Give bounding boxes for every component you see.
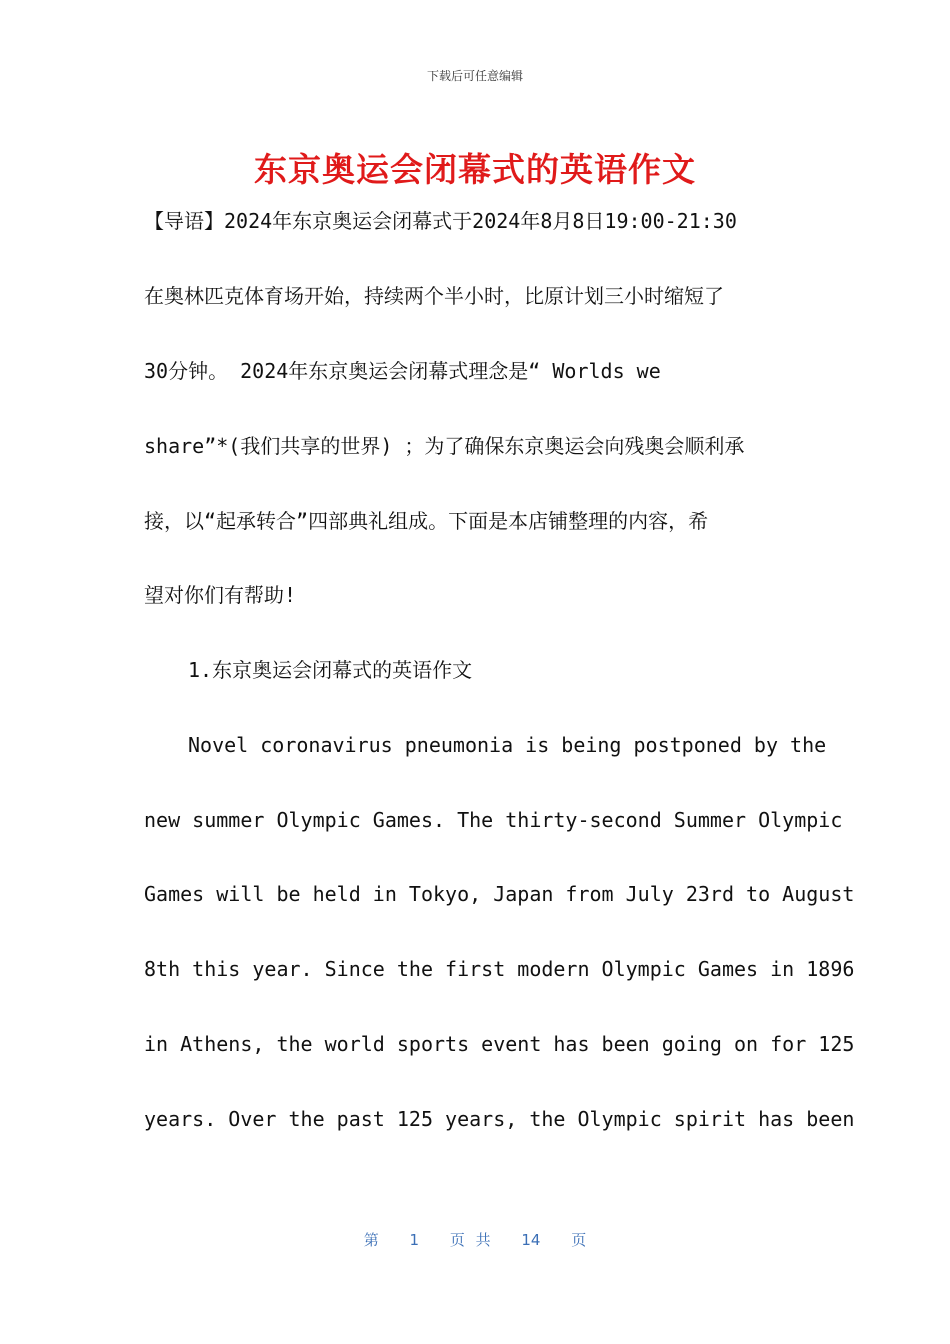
body-line: 8th this year. Since the first modern Olympic Games in 1896: [144, 957, 855, 981]
body-line: 望对你们有帮助!: [144, 583, 297, 607]
body-line: 【导语】2024年东京奥运会闭幕式于2024年8月8日19:00-21:30: [144, 209, 737, 233]
footer-total-pages: 14: [521, 1231, 541, 1249]
footer-page-number: 1: [409, 1231, 420, 1249]
body-line: years. Over the past 125 years, the Olympic spirit has been: [144, 1107, 855, 1131]
body-line: Games will be held in Tokyo, Japan from July 23rd to August: [144, 882, 855, 906]
header-note: 下载后可任意编辑: [426, 69, 523, 83]
document-title: 东京奥运会闭幕式的英语作文: [254, 150, 696, 189]
body-line: new summer Olympic Games. The thirty-second Summer Olympic: [144, 808, 843, 832]
body-line: 30分钟。 2024年东京奥运会闭幕式理念是“ Worlds we: [144, 359, 661, 383]
body-line: Novel coronavirus pneumonia is being postponed by the: [188, 733, 827, 757]
page-footer: [0, 1229, 950, 1250]
body-line: share”*(我们共享的世界) ；为了确保东京奥运会向残奥会顺利承: [144, 434, 745, 458]
footer-page-label: 第: [363, 1231, 379, 1249]
body-line: 在奥林匹克体育场开始，持续两个半小时，比原计划三小时缩短了: [144, 284, 724, 308]
footer-page-end: 页: [571, 1231, 587, 1249]
body-line: 接，以“起承转合”四部典礼组成。下面是本店铺整理的内容，希: [144, 509, 709, 533]
footer-page-mid: 页 共: [449, 1231, 491, 1249]
body-line: in Athens, the world sports event has been going on for 125: [144, 1032, 855, 1056]
section-heading: 1.东京奥运会闭幕式的英语作文: [188, 658, 473, 682]
